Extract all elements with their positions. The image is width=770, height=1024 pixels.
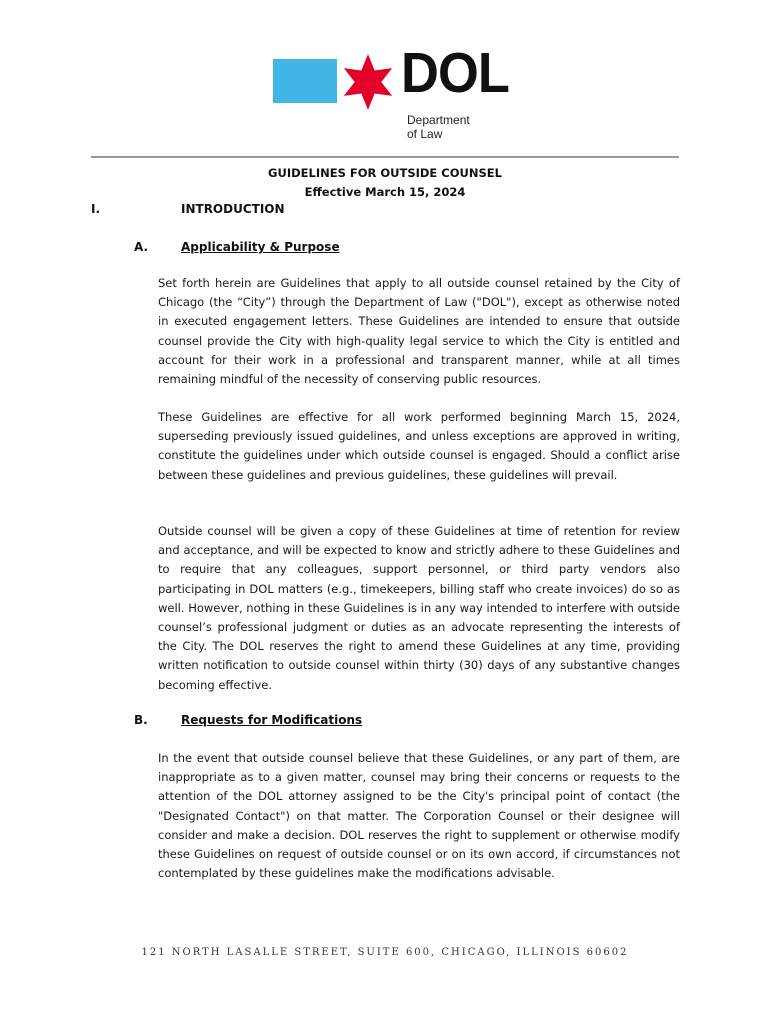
footer-address: 121 NORTH LASALLE STREET, SUITE 600, CHICAGO, ILLINOIS 60602	[141, 947, 629, 958]
section-a-letter: A.	[134, 240, 149, 254]
header-divider	[91, 156, 679, 158]
section-b-letter: B.	[134, 713, 148, 727]
logo-subtitle-line2: of Law	[407, 127, 443, 141]
section-i-heading: INTRODUCTION	[181, 202, 285, 216]
document-title: GUIDELINES FOR OUTSIDE COUNSEL	[268, 166, 502, 180]
six-pointed-star-icon	[339, 50, 397, 114]
section-b-heading: Requests for Modifications	[181, 713, 363, 727]
section-a-paragraph-3: Outside counsel will be given a copy of these Guidelines at time of retention for review and acceptance, and will be expected to know and strictly adhere to these Guidelines and to require that any colleagues, support personnel, or third party vendors also participating in DOL matters (e.g., timekeepers, billing staff who create invoices) do so as well. However, nothing in these Guidelines is in any way intended to interfere with outside counsel’s professional judgment or duties as an advocate representing the interests of the City. The DOL reserves the right to amend these Guidelines at any time, providing written notification to outside counsel within thirty (30) days of any substantive changes becoming effective.	[158, 524, 680, 692]
logo-abbrev: DOL	[401, 41, 509, 105]
effective-date: Effective March 15, 2024	[304, 185, 466, 199]
dol-logo	[273, 41, 509, 148]
logo-subtitle	[407, 113, 470, 141]
logo-subtitle-line1: Department	[407, 113, 470, 127]
section-a-heading: Applicability & Purpose	[181, 240, 340, 254]
section-a-paragraph-1: Set forth herein are Guidelines that apply to all outside counsel retained by the City of Chicago (the “City”) through the Department of Law ("DOL"), except as otherwise noted in executed engagement letters. These Guidelines are intended to ensure that outside counsel provide the City with high-quality legal service to which the City is entitled and account for their work in a professional and transparent manner, while at all times remaining mindful of the necessity of conserving public resources.	[158, 276, 680, 387]
section-b-paragraph-1: In the event that outside counsel believe that these Guidelines, or any part of them, are inappropriate as to a given matter, counsel may bring their concerns or requests to the attention of the DOL attorney assigned to be the City's principal point of contact (the "Designated Contact") on that matter. The Corporation Counsel or their designee will consider and make a decision. DOL reserves the right to supplement or otherwise modify these Guidelines on request of outside counsel or on its own accord, if circumstances not contemplated by these guidelines make the modifications advisable.	[158, 751, 680, 881]
section-a-paragraph-2: These Guidelines are effective for all work performed beginning March 15, 2024, superseding previously issued guidelines, and unless exceptions are approved in writing, constitute the guidelines under which outside counsel is engaged. Should a conflict arise between these guidelines and previous guidelines, these guidelines will prevail.	[158, 410, 680, 482]
section-i-numeral: I.	[91, 202, 101, 216]
blue-stripe-icon	[273, 59, 337, 103]
